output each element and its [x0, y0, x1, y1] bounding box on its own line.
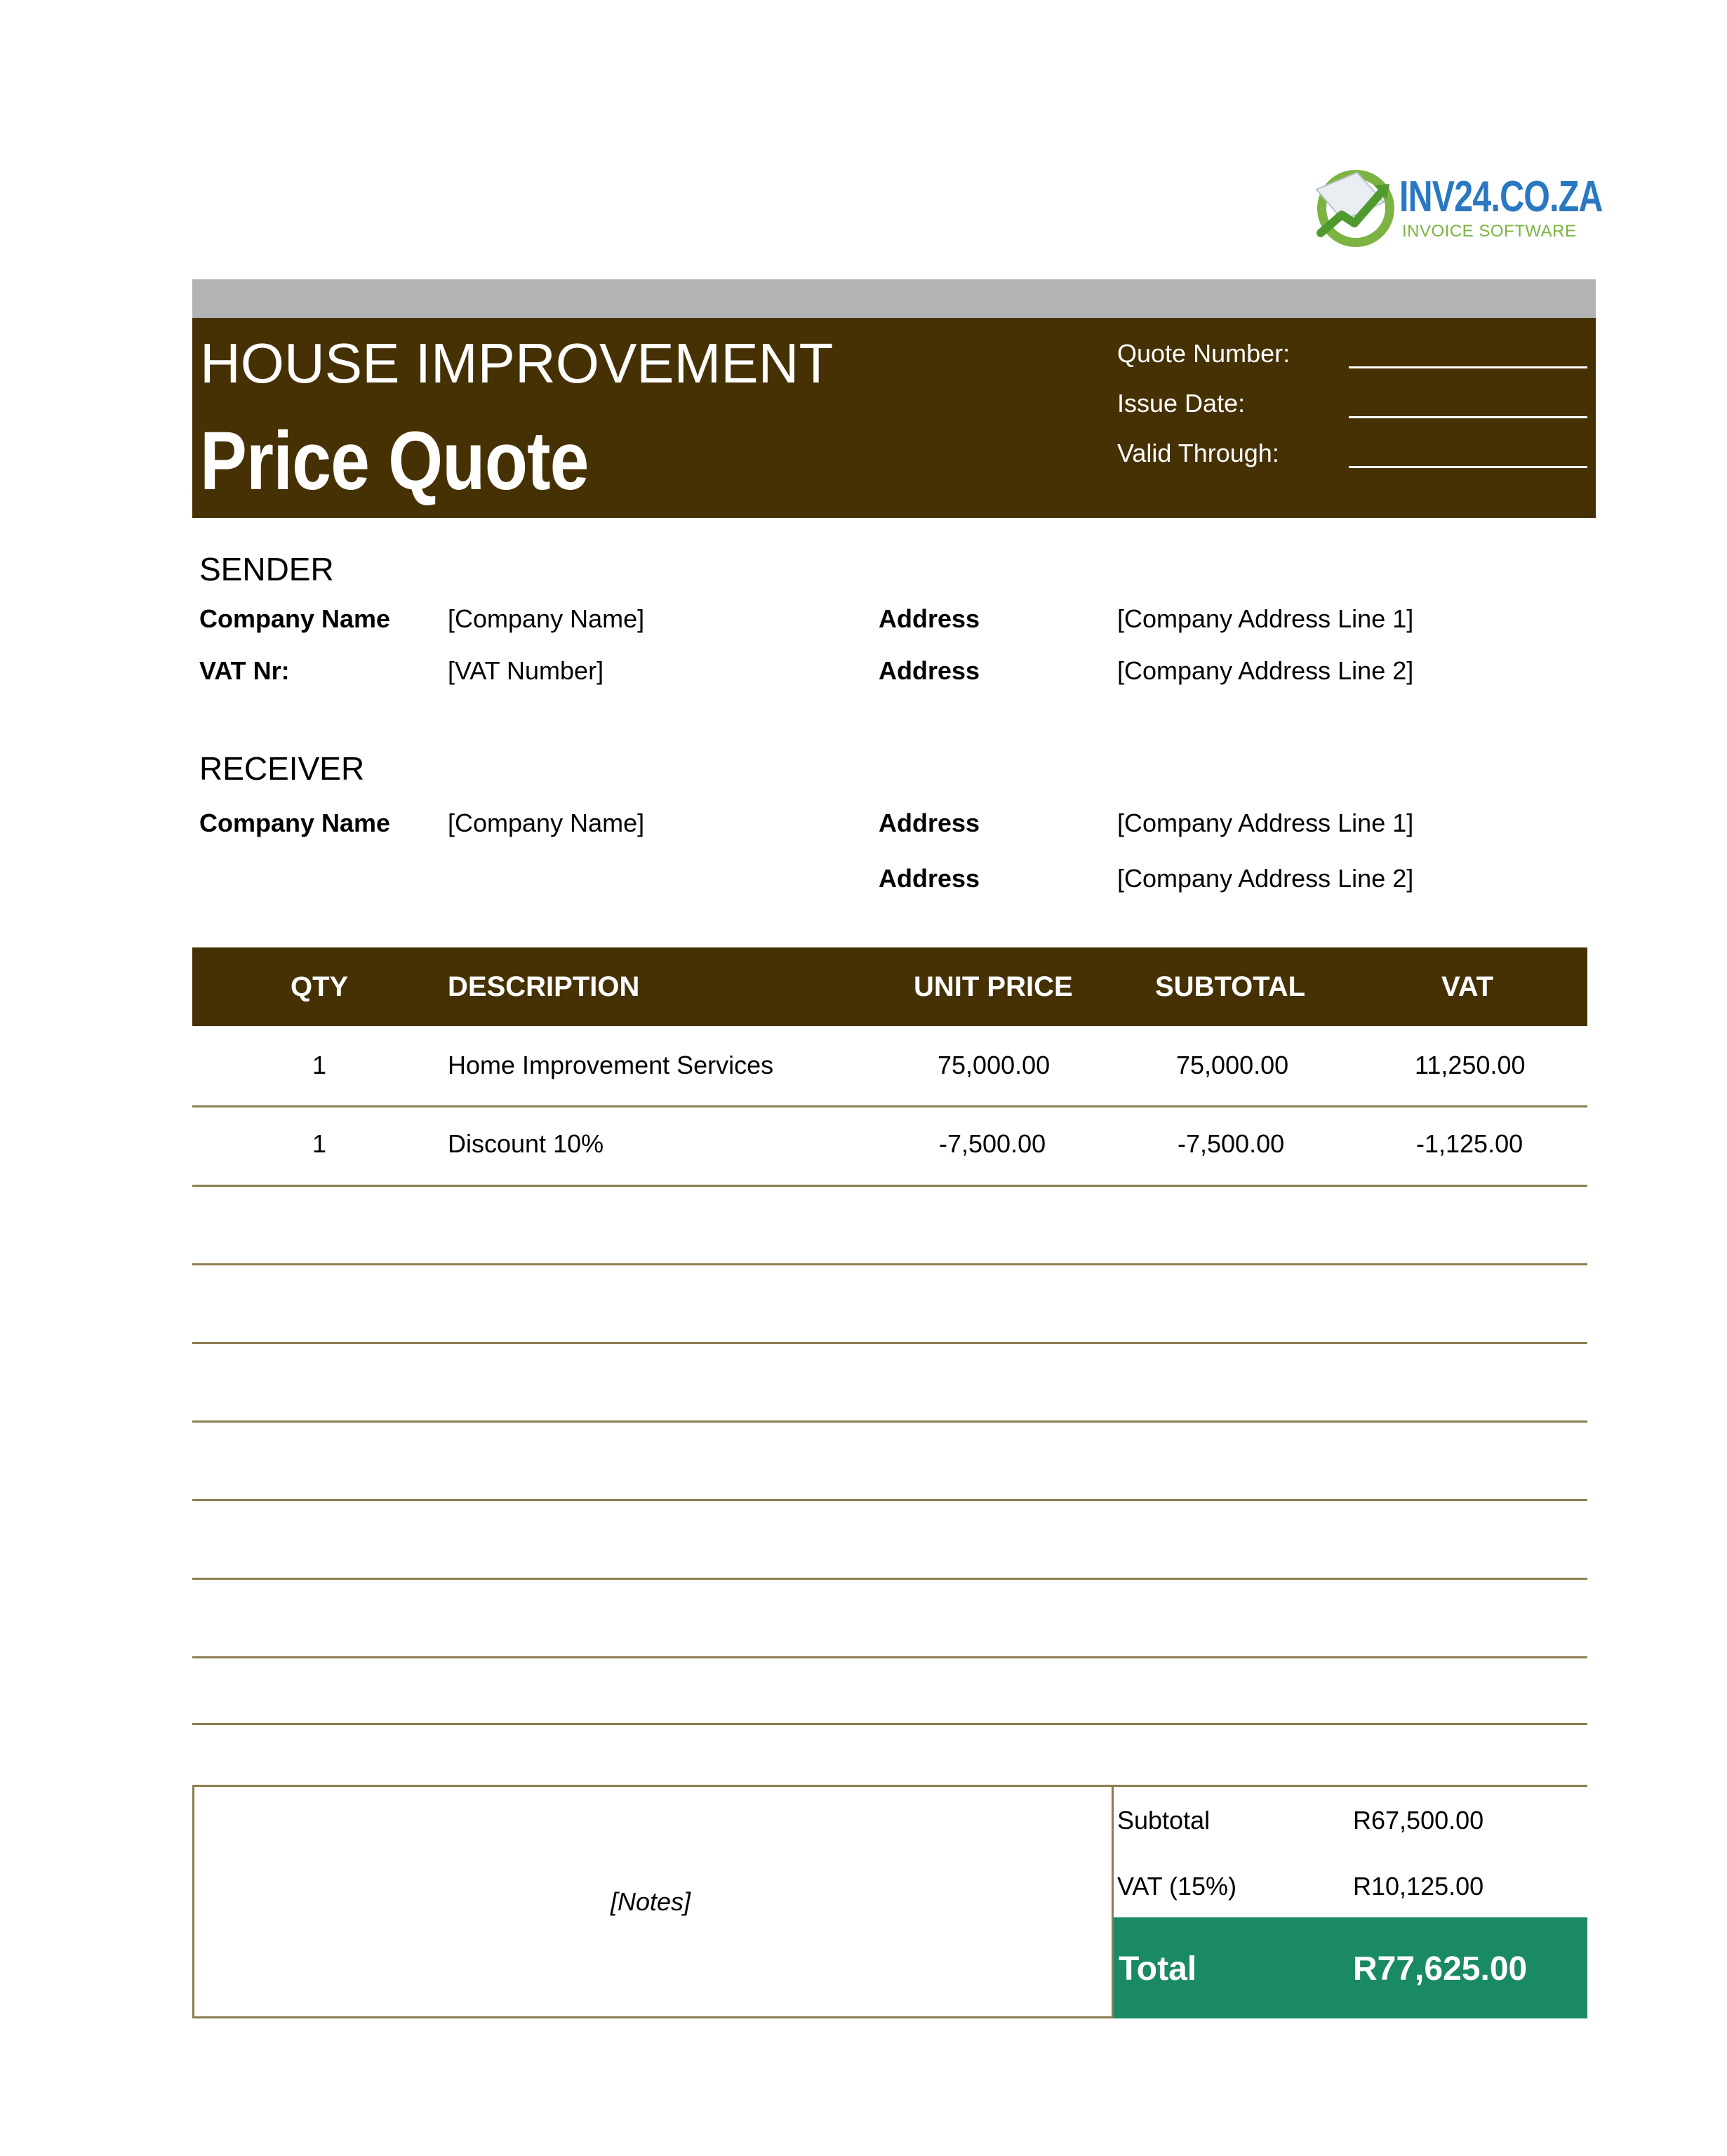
table-row-divider	[192, 1420, 1587, 1423]
sender-vat-label: VAT Nr:	[199, 656, 290, 685]
table-row-divider	[192, 1723, 1587, 1725]
row-1-description: Home Improvement Services	[448, 1051, 774, 1079]
row-2-description: Discount 10%	[448, 1129, 604, 1158]
table-row-divider	[192, 1263, 1587, 1265]
header-grey-band	[192, 279, 1596, 318]
receiver-address2-label: Address	[879, 864, 980, 893]
issue-date-field[interactable]	[1349, 416, 1587, 418]
column-header-qty: QTY	[291, 971, 349, 1002]
subtotal-value: R67,500.00	[1353, 1806, 1484, 1835]
sender-company-value: [Company Name]	[448, 604, 645, 633]
table-row-divider	[192, 1499, 1587, 1501]
receiver-address1-label: Address	[879, 808, 980, 837]
table-row-divider	[192, 1656, 1587, 1658]
row-2-unit-price: -7,500.00	[939, 1129, 1046, 1158]
notes-text: [Notes]	[611, 1887, 691, 1916]
subtotal-label: Subtotal	[1117, 1806, 1211, 1835]
row-2-qty: 1	[312, 1129, 327, 1158]
table-row-divider	[192, 1185, 1587, 1187]
column-header-vat: VAT	[1441, 971, 1494, 1002]
receiver-company-label: Company Name	[199, 808, 391, 837]
table-row-divider	[192, 1578, 1587, 1580]
row-2-vat: -1,125.00	[1416, 1129, 1523, 1158]
receiver-company-value: [Company Name]	[448, 808, 645, 837]
sender-address1-value: [Company Address Line 1]	[1117, 604, 1414, 633]
column-header-unit-price: UNIT PRICE	[914, 971, 1073, 1002]
table-row-divider	[192, 1342, 1587, 1344]
sender-company-label: Company Name	[199, 604, 391, 633]
document-subtitle: Price Quote	[200, 415, 589, 507]
column-header-subtotal: SUBTOTAL	[1155, 971, 1306, 1002]
row-2-subtotal: -7,500.00	[1178, 1129, 1285, 1158]
receiver-heading: RECEIVER	[199, 750, 365, 787]
valid-through-label: Valid Through:	[1117, 439, 1279, 467]
sender-heading: SENDER	[199, 551, 334, 587]
sender-address2-label: Address	[879, 656, 980, 685]
quote-number-label: Quote Number:	[1117, 339, 1291, 368]
logo-tagline: INVOICE SOFTWARE	[1402, 222, 1577, 241]
row-1-subtotal: 75,000.00	[1176, 1051, 1289, 1079]
table-row-divider	[192, 1105, 1587, 1107]
column-header-description: DESCRIPTION	[448, 971, 640, 1002]
issue-date-label: Issue Date:	[1117, 389, 1246, 418]
grand-total-value: R77,625.00	[1353, 1950, 1528, 1988]
logo-name: INV24.CO.ZA	[1399, 173, 1603, 221]
valid-through-field[interactable]	[1349, 466, 1587, 468]
row-1-unit-price: 75,000.00	[938, 1051, 1051, 1079]
receiver-address2-value: [Company Address Line 2]	[1117, 864, 1414, 893]
grand-total-label: Total	[1119, 1950, 1197, 1988]
vat-total-label: VAT (15%)	[1117, 1872, 1237, 1901]
row-1-vat: 11,250.00	[1415, 1051, 1526, 1079]
receiver-address1-value: [Company Address Line 1]	[1117, 808, 1414, 837]
quote-number-field[interactable]	[1349, 366, 1587, 368]
totals-top-border	[1112, 1785, 1587, 1787]
document-title: HOUSE IMPROVEMENT	[200, 332, 834, 394]
sender-vat-value: [VAT Number]	[448, 656, 604, 685]
sender-address1-label: Address	[879, 604, 980, 633]
sender-address2-value: [Company Address Line 2]	[1117, 656, 1414, 685]
items-table-header	[192, 947, 1587, 1026]
vat-total-value: R10,125.00	[1353, 1872, 1484, 1901]
row-1-qty: 1	[312, 1051, 327, 1079]
